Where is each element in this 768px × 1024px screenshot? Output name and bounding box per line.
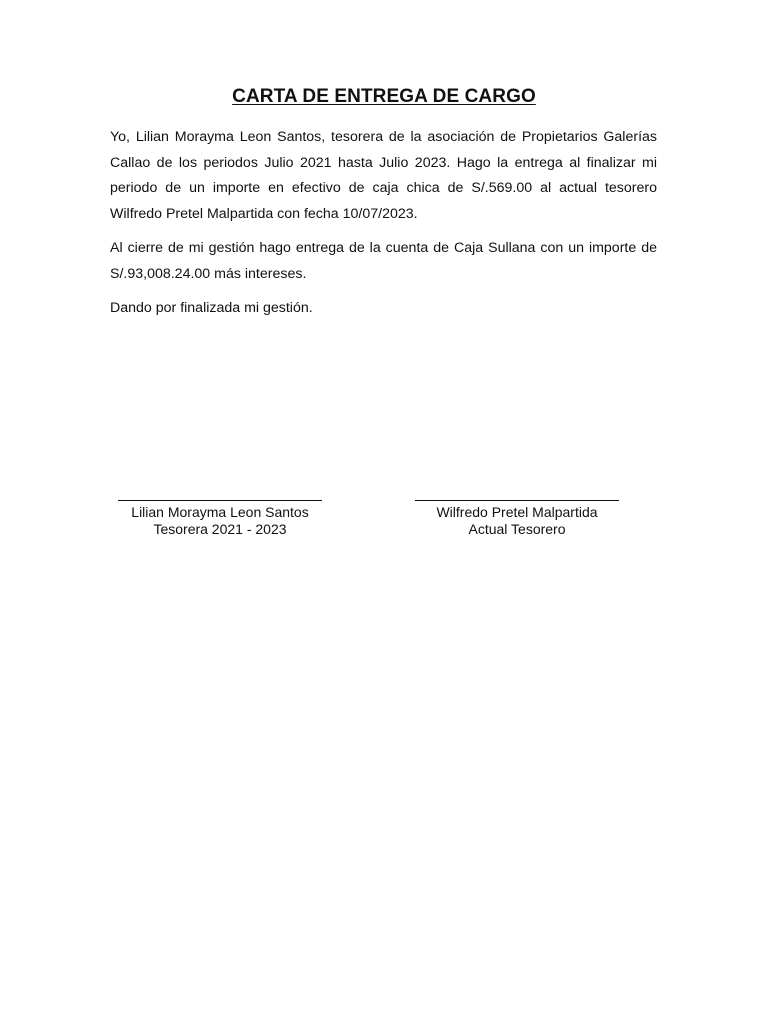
paragraph-handover: Yo, Lilian Morayma Leon Santos, tesorera de la asociación de Propietarios Galerías Callao de los periodos Julio 2021 hasta Julio 2023. Hago la entrega al finalizar mi periodo de un importe en efectivo de caja chica de S/.569.00 al actual tesorero Wilfredo Pretel Malpartida con fecha 10/07/2023. <box>110 129 657 222</box>
signatory-role: Actual Tesorero <box>468 521 566 537</box>
signature-line <box>118 500 322 501</box>
paragraph-account: Al cierre de mi gestión hago entrega de la cuenta de Caja Sullana con un importe de S/.93,008.24.00 más intereses. <box>110 240 657 282</box>
document-body <box>110 125 657 322</box>
signatory-name: Wilfredo Pretel Malpartida <box>436 504 598 520</box>
signature-line <box>415 500 619 501</box>
signature-block-outgoing <box>118 500 322 538</box>
signature-block-incoming <box>415 500 619 538</box>
document-title: CARTA DE ENTREGA DE CARGO <box>232 86 536 107</box>
signatory-role: Tesorera 2021 - 2023 <box>153 521 287 537</box>
signatory-name: Lilian Morayma Leon Santos <box>131 504 309 520</box>
paragraph-closing: Dando por finalizada mi gestión. <box>110 300 313 316</box>
